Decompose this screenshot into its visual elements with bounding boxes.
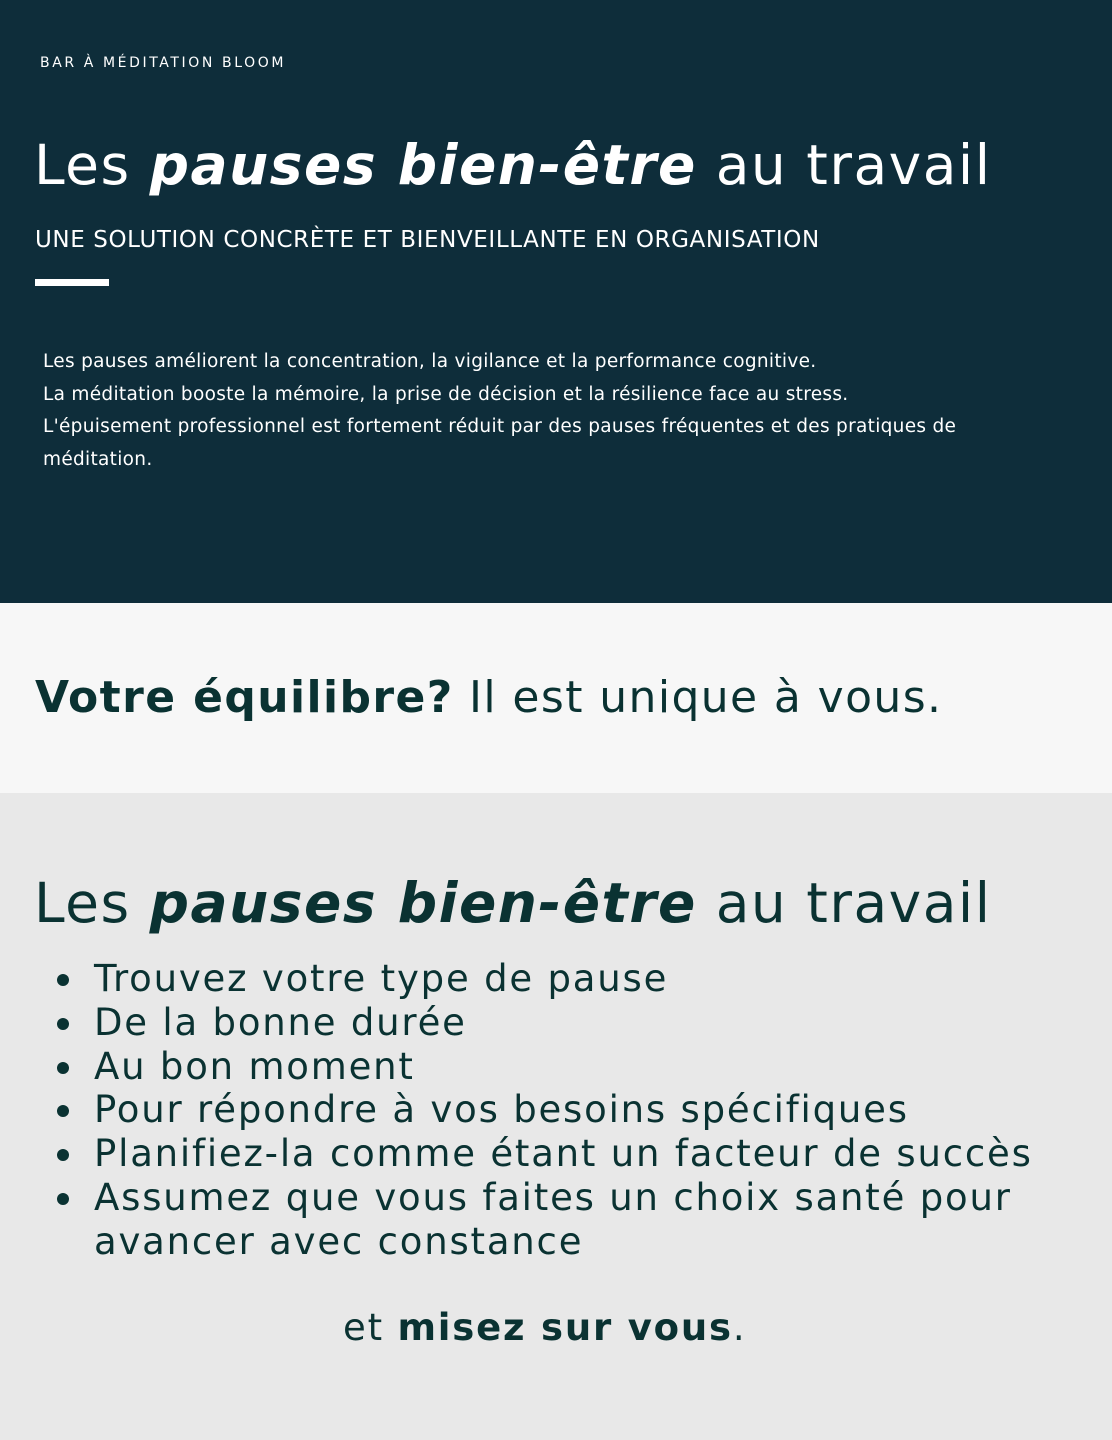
- intro-line: La méditation booste la mémoire, la prise de décision et la résilience face au stress.: [43, 383, 849, 405]
- intro-text: [43, 346, 1043, 477]
- balance-statement: [35, 674, 942, 722]
- hero-title: [34, 133, 992, 197]
- intro-line: Les pauses améliorent la concentration, la vigilance et la performance cognitive.: [43, 351, 817, 372]
- hero-section: [0, 0, 1112, 603]
- benefits-title-prefix: Les: [34, 871, 150, 935]
- hero-title-prefix: Les: [34, 133, 150, 197]
- benefits-title-suffix: au travail: [696, 871, 992, 935]
- hero-title-suffix: au travail: [696, 133, 992, 197]
- list-item: Planifiez-la comme étant un facteur de succès: [94, 1132, 1033, 1176]
- closing-prefix: et: [343, 1306, 398, 1349]
- list-item: Assumez que vous faites un choix santé pour avancer avec constance: [94, 1176, 1034, 1264]
- benefits-title: [34, 871, 992, 935]
- intro-line: L'épuisement professionnel est fortement réduit par des pauses fréquentes et des pratiques de méditation.: [43, 416, 957, 471]
- hero-title-emphasis: pauses bien-être: [149, 133, 697, 197]
- list-item: Trouvez votre type de pause: [94, 957, 1034, 1001]
- benefits-list: [94, 957, 1034, 1264]
- closing-suffix: .: [732, 1306, 747, 1349]
- balance-rest: Il est unique à vous.: [453, 672, 943, 723]
- hero-subtitle: UNE SOLUTION CONCRÈTE ET BIENVEILLANTE EN ORGANISATION: [35, 227, 820, 253]
- closing-line: [343, 1306, 746, 1350]
- list-item: De la bonne durée: [94, 1001, 1034, 1045]
- title-divider: [35, 279, 109, 286]
- list-item: Pour répondre à vos besoins spécifiques: [94, 1088, 1034, 1132]
- benefits-title-emphasis: pauses bien-être: [149, 871, 697, 935]
- balance-bold: Votre équilibre?: [35, 672, 454, 723]
- list-item: Au bon moment: [94, 1045, 1034, 1089]
- closing-bold: misez sur vous: [397, 1306, 733, 1349]
- brand-name: BAR À MÉDITATION BLOOM: [40, 55, 287, 71]
